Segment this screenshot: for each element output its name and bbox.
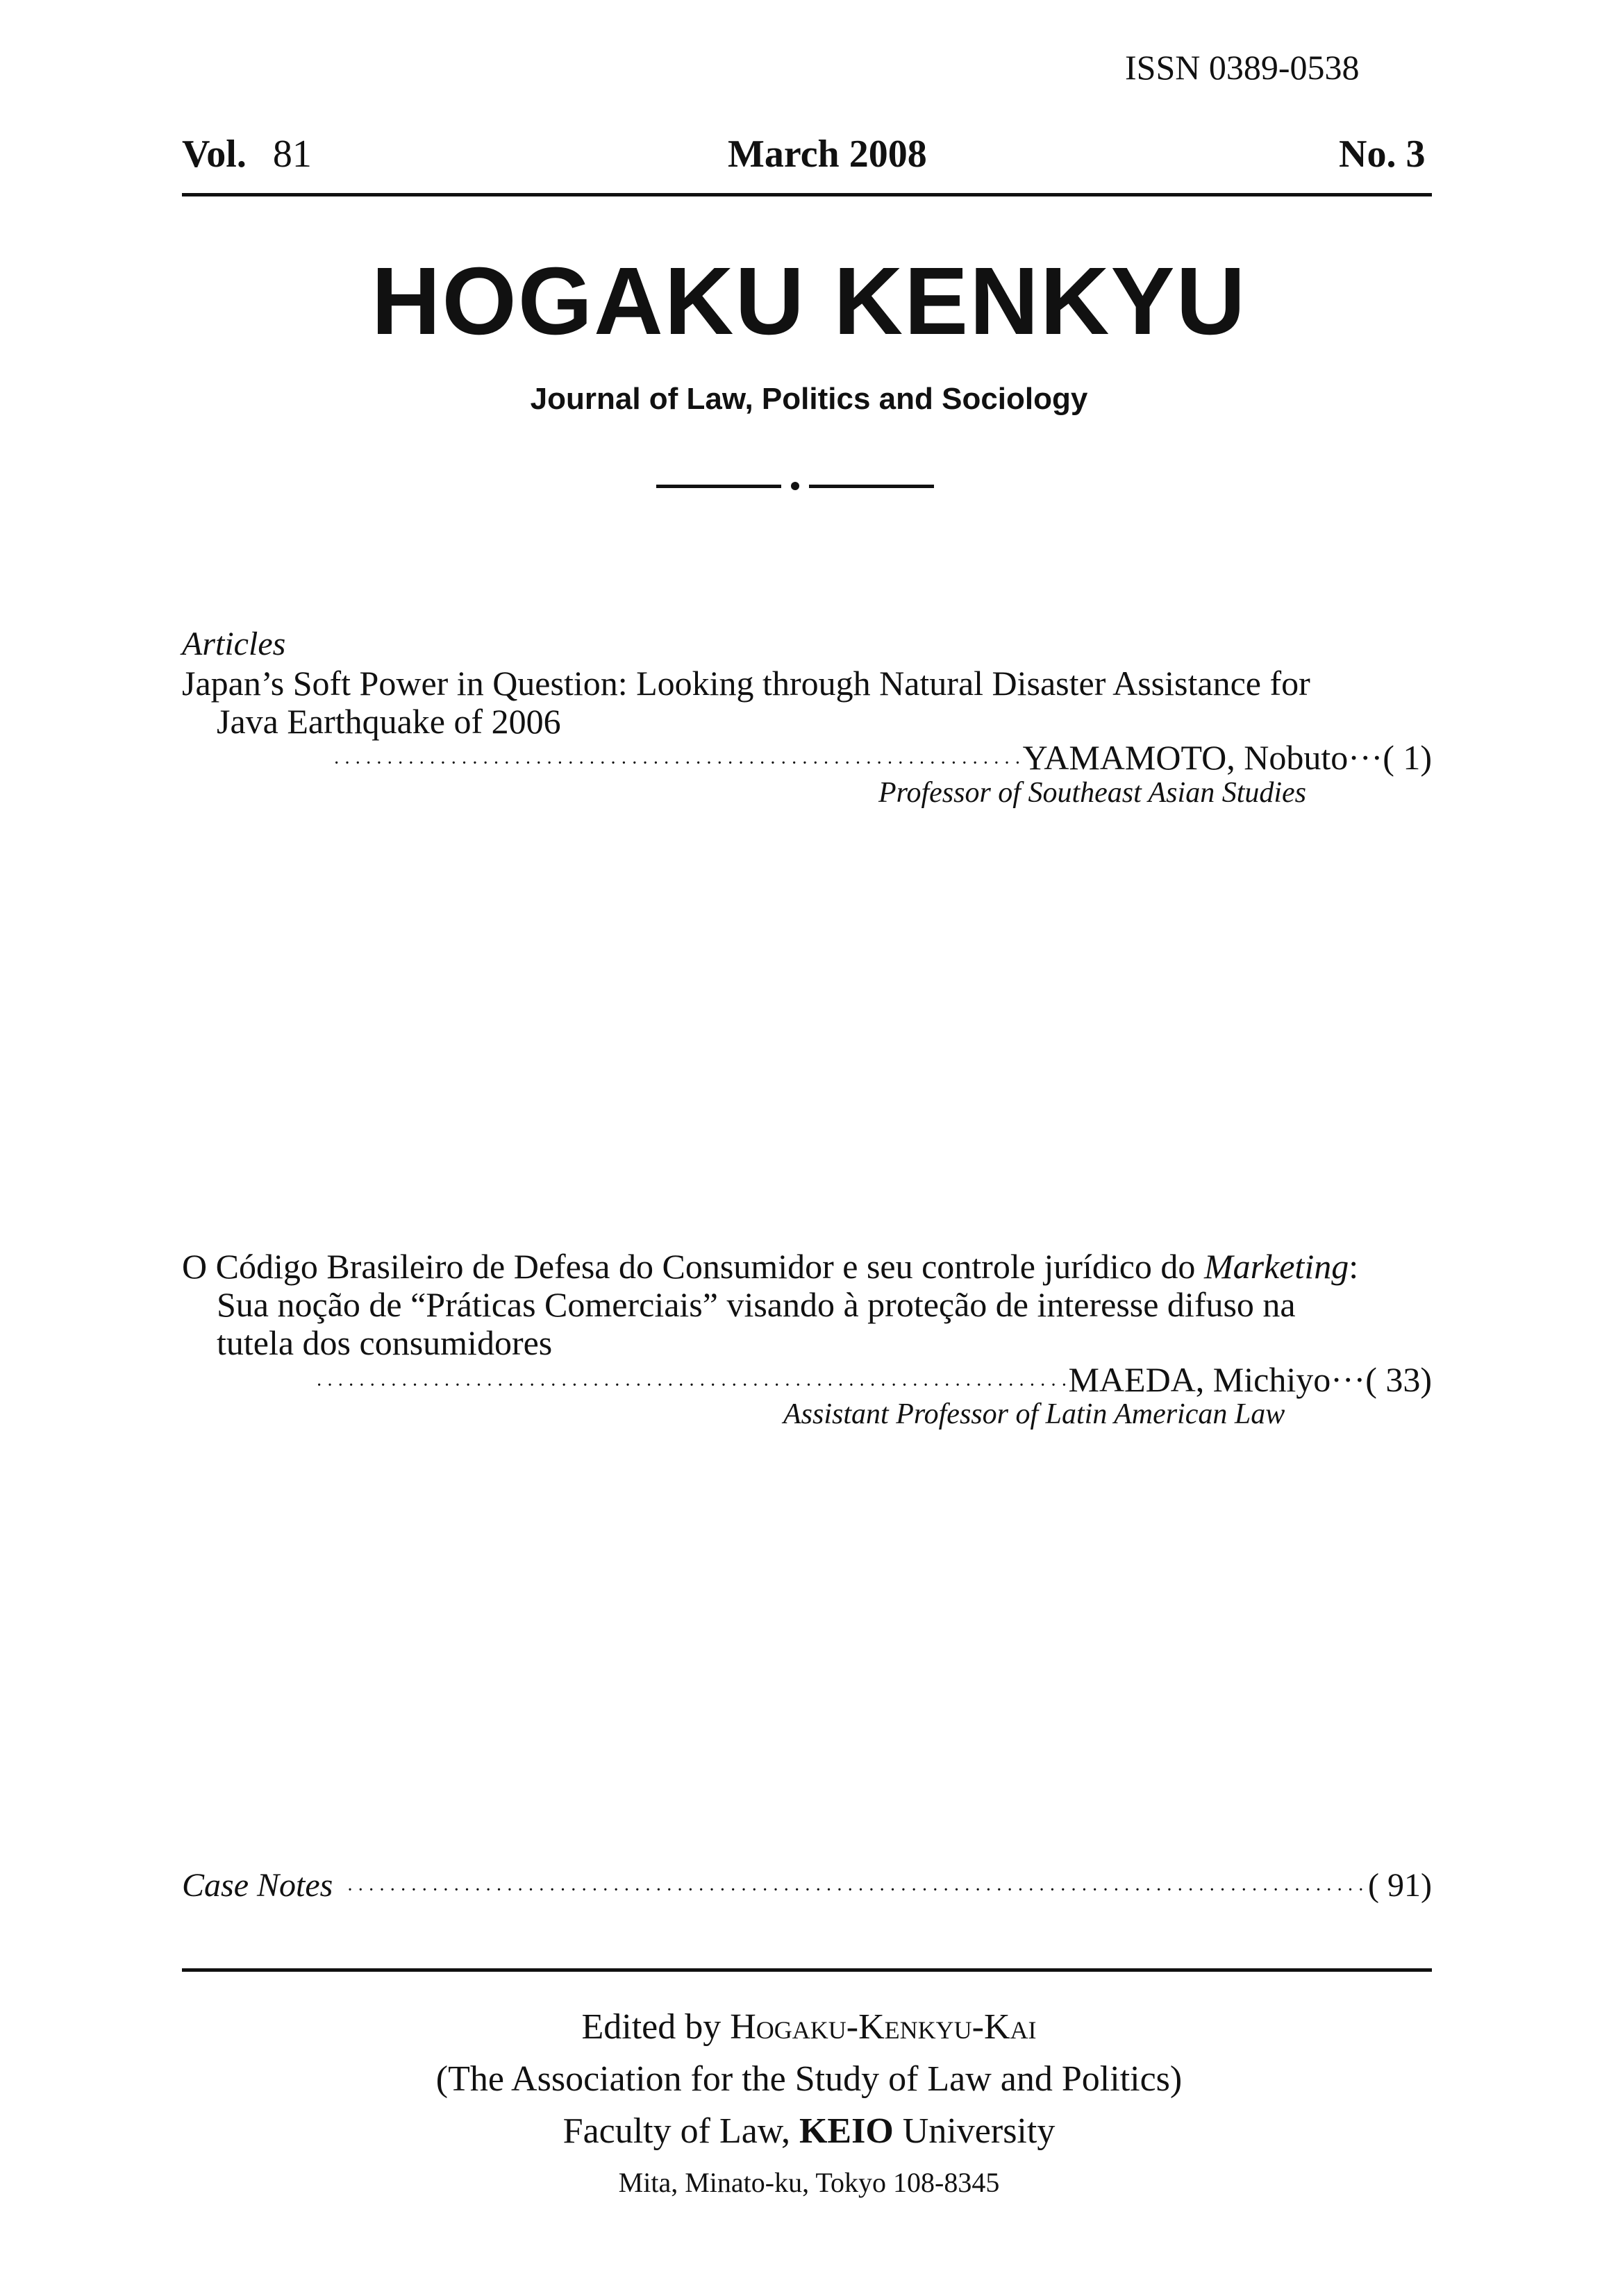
journal-title: HOGAKU KENKYU (371, 248, 1247, 355)
article-2-page: ( 33) (1365, 1360, 1432, 1399)
volume (182, 132, 312, 176)
footer-address: Mita, Minato-ku, Tokyo 108-8345 (618, 2167, 1000, 2198)
case-notes-row (182, 1866, 1432, 1904)
issn: ISSN 0389-0538 (1125, 48, 1360, 87)
article-2-author: MAEDA, Michiyo (1068, 1360, 1331, 1399)
faculty-prefix: Faculty of Law, (562, 2111, 790, 2151)
university-suffix: University (902, 2111, 1056, 2151)
footer-edited-by (0, 2006, 1618, 2047)
article-2-affiliation: Assistant Professor of Latin American Law (783, 1398, 1285, 1430)
edited-by-label: Edited by (581, 2007, 722, 2047)
article-2-title-suffix: : (1349, 1247, 1359, 1286)
issue-number: No. 3 (1339, 133, 1426, 176)
articles-heading: Articles (182, 626, 286, 662)
dot-leader (347, 1879, 1368, 1902)
ellipsis: ··· (1348, 738, 1383, 777)
article-2-title-prefix: O Código Brasileiro de Defesa do Consumidor e seu controle jurídico do (182, 1247, 1204, 1286)
header-rule (182, 193, 1432, 196)
case-notes-label: Case Notes (182, 1867, 333, 1904)
issue-date: March 2008 (728, 133, 927, 176)
article-1-page: ( 1) (1383, 738, 1432, 777)
article-1-title-line-2: Java Earthquake of 2006 (217, 702, 561, 741)
footer-faculty (0, 2111, 1618, 2152)
article-1-author: YAMAMOTO, Nobuto (1022, 738, 1349, 777)
journal-subtitle: Journal of Law, Politics and Sociology (530, 382, 1088, 416)
article-1-affiliation: Professor of Southeast Asian Studies (878, 777, 1307, 809)
footer-rule (182, 1968, 1432, 1972)
article-2-title-line-3: tutela dos consumidores (217, 1323, 553, 1362)
university-name-bold: KEIO (799, 2111, 894, 2151)
article-1-author-row (333, 737, 1432, 778)
ornament-right (809, 485, 934, 488)
ellipsis: ··· (1331, 1360, 1366, 1399)
footer-association: (The Association for the Study of Law and Politics) (435, 2059, 1183, 2099)
dot-leader (333, 753, 1023, 775)
article-2-title-italic: Marketing (1203, 1247, 1349, 1286)
case-notes-page: ( 91) (1368, 1867, 1432, 1904)
volume-number: 81 (272, 133, 312, 176)
article-2-title-line-1 (182, 1246, 1358, 1287)
ornament-dot (791, 482, 799, 490)
volume-label: Vol. (182, 133, 247, 176)
article-2-author-row (316, 1359, 1432, 1400)
article-1-title-line-1: Japan’s Soft Power in Question: Looking through Natural Disaster Assistance for (182, 664, 1310, 703)
article-2-title-line-2: Sua noção de “Práticas Comerciais” visando à proteção de interesse difuso na (217, 1285, 1296, 1324)
editor-name: Hogaku-Kenkyu-Kai (730, 2007, 1037, 2047)
ornament-left (656, 485, 781, 488)
dot-leader (316, 1375, 1068, 1397)
